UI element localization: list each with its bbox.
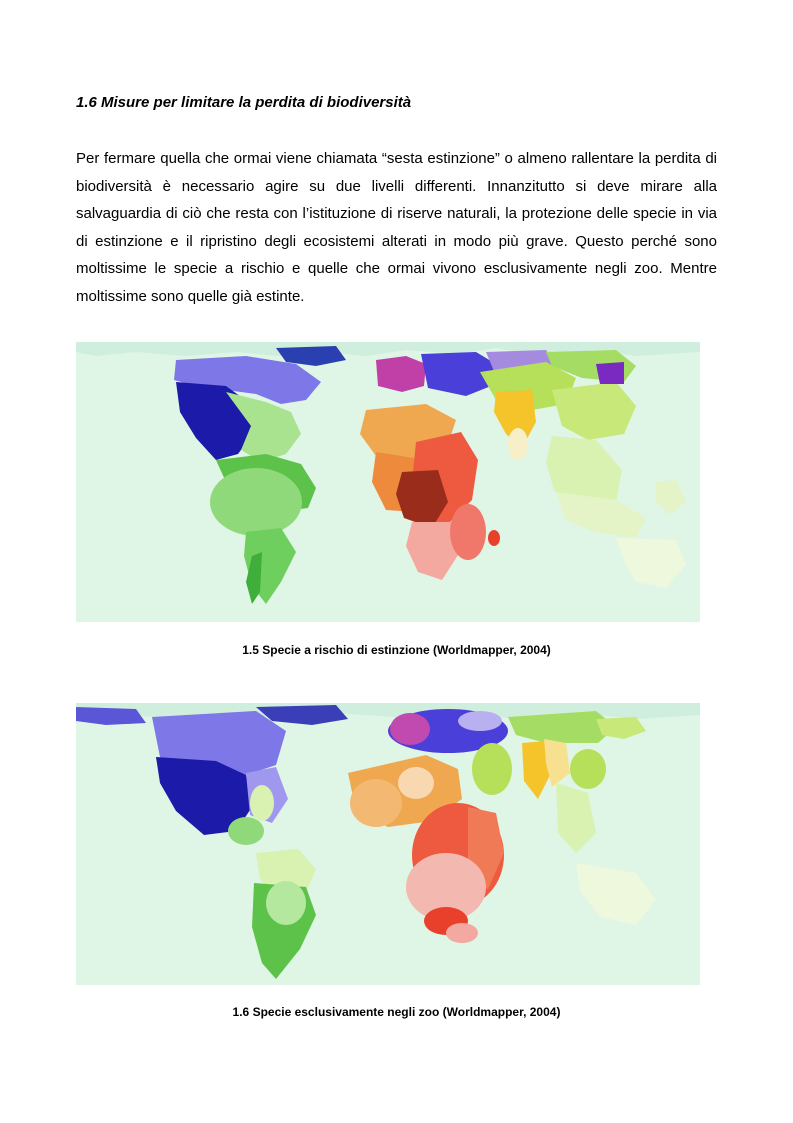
map-south-africa-tip <box>446 923 478 943</box>
map-africa-west <box>350 779 402 827</box>
map-islands-indian <box>488 530 500 546</box>
figure-caption: 1.6 Specie esclusivamente negli zoo (Worldmapper, 2004) <box>232 1005 561 1019</box>
figure-map-zoo-only-species <box>76 703 700 993</box>
map-antarctic-edge <box>76 622 700 632</box>
map-brazil <box>210 468 302 536</box>
map-madagascar <box>450 504 486 560</box>
section-heading: 1.6 Misure per limitare la perdita di biodiversità <box>76 94 412 111</box>
map-antarctic-edge <box>76 985 700 993</box>
map-alaska <box>76 707 146 725</box>
figure-map-endangered-species <box>76 342 700 632</box>
map-europe-west <box>376 356 426 392</box>
figure-caption: 1.5 Specie a rischio di estinzione (Worldmapper, 2004) <box>242 643 551 657</box>
map-asia-east-purple <box>596 362 624 384</box>
map-brazil <box>266 881 306 925</box>
map-africa-sahel <box>398 767 434 799</box>
map-caribbean <box>228 817 264 845</box>
body-paragraph: Per fermare quella che ormai viene chiamata “sesta estinzione” o almeno rallentare la perdita di biodiversità è necessario agire su due livelli differenti. Innanzitutto si deve mirare alla salvaguardia di ciò che resta con l’istituzione di riserve naturali, la protezione delle specie in via di estinzione e il ripristino degli ecosistemi alterati in modo più grave. Questo perché sono moltissime le specie a rischio e quelle che ormai vivono esclusivamente negli zoo. Mentre moltissime sono quelle già estinte. <box>76 150 717 305</box>
map-europe-magenta <box>390 713 430 745</box>
map-east-asia <box>570 749 606 789</box>
map-sri-lanka <box>508 428 528 460</box>
map-middle-east <box>472 743 512 795</box>
map-scandinavia <box>458 711 502 731</box>
map-east-coast-islands <box>250 785 274 821</box>
